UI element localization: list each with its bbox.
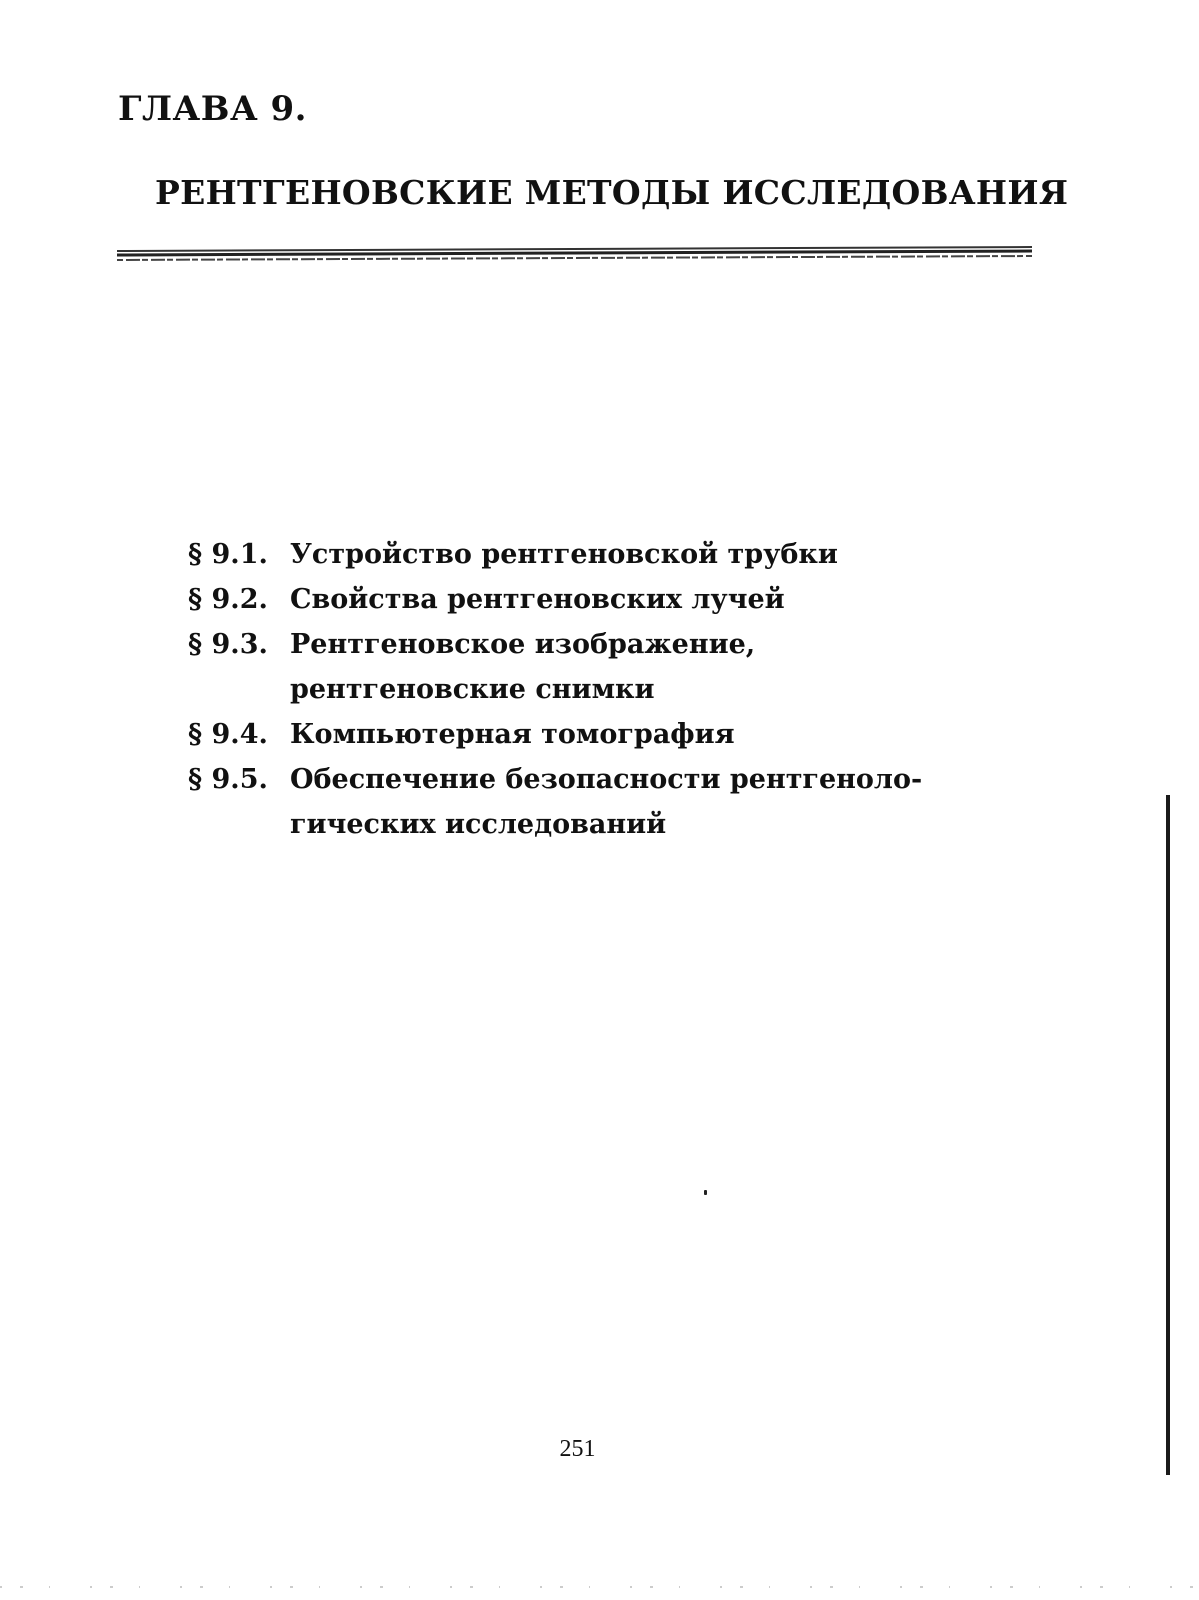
toc-item-title-line: Рентгеновское изображение, (290, 629, 756, 660)
toc-item-title (290, 577, 1048, 622)
toc-item-title-line: Устройство рентгеновской трубки (290, 539, 838, 570)
toc-item-number: § 9.2. (188, 584, 268, 615)
toc-item-title (290, 757, 1048, 847)
scan-speck (704, 1190, 707, 1195)
scan-bottom-noise (0, 1584, 1199, 1590)
toc-item-title (290, 622, 1048, 712)
toc-item-title (290, 532, 1048, 577)
toc-item (188, 577, 1048, 622)
chapter-title: РЕНТГЕНОВСКИЕ МЕТОДЫ ИССЛЕДОВАНИЯ (155, 173, 1069, 212)
toc-item-number: § 9.3. (188, 629, 268, 660)
toc-item-number: § 9.1. (188, 539, 268, 570)
toc-item (188, 757, 1048, 847)
toc-item (188, 712, 1048, 757)
toc-item-number: § 9.5. (188, 764, 268, 795)
toc-item-title-line: рентгеновские снимки (290, 674, 655, 705)
page-number: 251 (559, 1436, 596, 1462)
toc-item-title-line: гических исследований (290, 809, 667, 840)
toc-item-number: § 9.4. (188, 719, 268, 750)
toc-item-title-line: Обеспечение безопасности рентгеноло- (290, 764, 923, 795)
title-divider (117, 244, 1032, 264)
toc-item (188, 622, 1048, 712)
toc-item-title-line: Свойства рентгеновских лучей (290, 584, 785, 615)
toc-item-title-line: Компьютерная томография (290, 719, 735, 750)
toc-item (188, 532, 1048, 577)
chapter-label: ГЛАВА 9. (118, 89, 307, 129)
toc-item-title (290, 712, 1048, 757)
scan-edge-line (1166, 795, 1170, 1475)
table-of-contents (188, 532, 1048, 847)
